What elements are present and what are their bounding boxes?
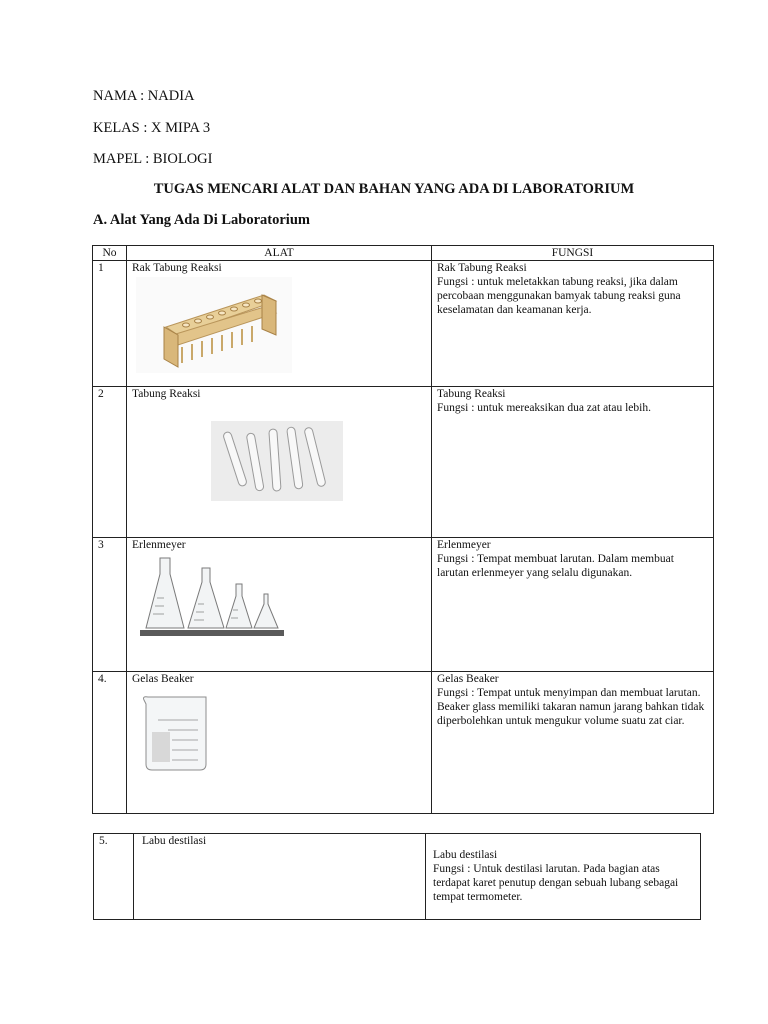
function-title: Tabung Reaksi	[437, 388, 506, 400]
row-function	[432, 672, 714, 814]
header-fungsi: FUNGSI	[432, 246, 714, 261]
function-text: Fungsi : Untuk destilasi larutan. Pada bagian atas terdapat karet penutup dengan sebuah lubang sebagai tempat termometer.	[433, 863, 679, 903]
row-function	[432, 261, 714, 387]
function-text: Fungsi : untuk mereaksikan dua zat atau lebih.	[437, 402, 651, 414]
row-number: 5.	[94, 834, 134, 920]
student-name: NAMA : NADIA	[93, 88, 195, 104]
table-row	[93, 538, 714, 672]
section-title: A. Alat Yang Ada Di Laboratorium	[93, 212, 310, 228]
document-heading: TUGAS MENCARI ALAT DAN BAHAN YANG ADA DI LABORATORIUM	[153, 181, 635, 197]
row-tool	[127, 261, 432, 387]
row-tool	[134, 834, 426, 920]
function-title: Rak Tabung Reaksi	[437, 262, 527, 274]
row-tool	[127, 672, 432, 814]
table-row	[93, 672, 714, 814]
beaker-image	[138, 692, 214, 772]
row-function	[432, 538, 714, 672]
table-row	[93, 387, 714, 538]
row-number: 3	[93, 538, 127, 672]
tool-name: Tabung Reaksi	[132, 388, 201, 400]
table-row	[94, 834, 701, 920]
table-header-row	[93, 246, 714, 261]
student-subject: MAPEL : BIOLOGI	[93, 151, 213, 167]
test-tube-rack-image	[136, 277, 292, 373]
function-title: Erlenmeyer	[437, 539, 491, 551]
header-no: No	[93, 246, 127, 261]
header-alat: ALAT	[127, 246, 432, 261]
tool-name: Erlenmeyer	[132, 539, 186, 551]
row-function	[426, 834, 701, 920]
row-tool	[127, 538, 432, 672]
tool-name: Gelas Beaker	[132, 673, 194, 685]
function-title: Labu destilasi	[433, 849, 498, 861]
function-text: Fungsi : Tempat membuat larutan. Dalam membuat larutan erlenmeyer yang selalu digunakan.	[437, 553, 674, 579]
function-title: Gelas Beaker	[437, 673, 499, 685]
row-number: 1	[93, 261, 127, 387]
student-class: KELAS : X MIPA 3	[93, 120, 211, 136]
row-tool	[127, 387, 432, 538]
function-text: Fungsi : Tempat untuk menyimpan dan membuat larutan. Beaker glass memiliki takaran namun jarang bahkan tidak diperbolehkan untuk mengukur volume suatu zat ciar.	[437, 687, 705, 727]
tools-table-continued	[93, 833, 701, 920]
function-text: Fungsi : untuk meletakkan tabung reaksi, jika dalam percobaan menggunakan bamyak tabung reaksi guna keselamatan dan keamanan kerja.	[437, 276, 681, 316]
table-row	[93, 261, 714, 387]
tools-table	[92, 245, 714, 814]
row-number: 2	[93, 387, 127, 538]
test-tubes-image	[211, 421, 343, 501]
tool-name: Rak Tabung Reaksi	[132, 262, 222, 274]
row-number: 4.	[93, 672, 127, 814]
row-function	[432, 387, 714, 538]
tool-name: Labu destilasi	[142, 835, 207, 847]
erlenmeyer-flasks-image	[140, 554, 284, 636]
